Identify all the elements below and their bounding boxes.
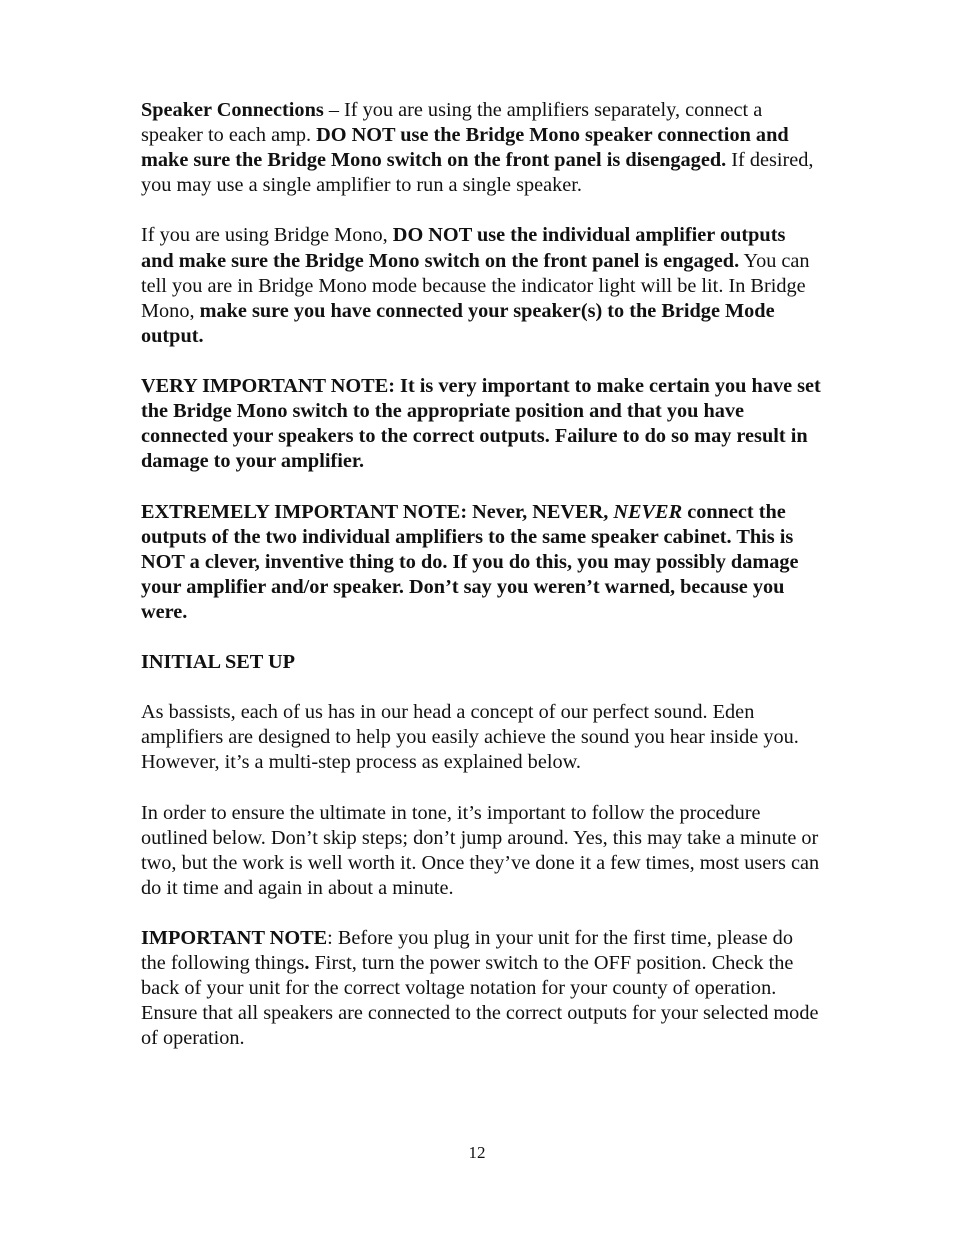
- speaker-connections-heading: Speaker Connections: [141, 99, 324, 121]
- speaker-connections-warning: DO NOT use the Bridge Mono speaker connection and make sure the Bridge Mono switch on the front panel is disengaged.: [141, 124, 789, 172]
- extremely-important-note-text-2: connect the outputs of the two individual amplifiers to the same speaker cabinet. This is NOT a clever, inventive thing to do. If you do this, you may possibly damage your amplifier and/or speaker. Don’t say you weren’t warned, because you were.: [141, 500, 799, 623]
- initial-set-up-heading: INITIAL SET UP: [141, 651, 296, 674]
- paragraph-procedure: [141, 801, 821, 901]
- paragraph-very-important-note: [141, 374, 821, 474]
- bassists-text: As bassists, each of us has in our head a concept of our perfect sound. Eden amplifiers are designed to help you easily achieve the sound you hear inside you. However, it’s a multi-step process as explained below.: [141, 701, 799, 774]
- speaker-connections-text-1: – If you are using the amplifiers separately, connect a speaker to each amp.: [141, 99, 763, 147]
- bridge-mono-warning-1: DO NOT use the individual amplifier outputs and make sure the Bridge Mono switch on the front panel is engaged.: [141, 224, 786, 272]
- paragraph-speaker-connections: [141, 98, 821, 198]
- bridge-mono-text-1: If you are using Bridge Mono,: [141, 224, 393, 247]
- section-heading-initial-set-up: [141, 650, 821, 675]
- important-note-period: .: [304, 952, 310, 975]
- extremely-important-note-text-1: EXTREMELY IMPORTANT NOTE: Never, NEVER,: [141, 500, 614, 523]
- procedure-text: In order to ensure the ultimate in tone, it’s important to follow the procedure outlined below. Don’t skip steps; don’t jump around. Yes, this may take a minute or two, but the work is well worth it. Once they’ve done it a few times, most users can do it time and again in about a minute.: [141, 801, 820, 899]
- paragraph-bassists: [141, 700, 821, 775]
- important-note-text-2: First, turn the power switch to the OFF position. Check the back of your unit for the correct voltage notation for your county of operation. Ensure that all speakers are connected to the correct outputs for your selected mode of operation.: [141, 952, 819, 1050]
- bridge-mono-text-2: You can tell you are in Bridge Mono mode because the indicator light will be lit. In Bridge Mono,: [141, 249, 810, 322]
- speaker-connections-text-2: If desired, you may use a single amplifier to run a single speaker.: [141, 149, 814, 197]
- paragraph-extremely-important-note: [141, 500, 821, 625]
- paragraph-important-note: [141, 926, 821, 1051]
- extremely-important-note-emphasis: NEVER: [613, 500, 683, 523]
- important-note-text-1: : Before you plug in your unit for the first time, please do the following things: [141, 927, 793, 975]
- document-body: [141, 98, 821, 1077]
- page-number: 12: [468, 1143, 486, 1162]
- paragraph-bridge-mono: [141, 223, 821, 348]
- bridge-mono-warning-2: make sure you have connected your speaker(s) to the Bridge Mode output.: [141, 299, 775, 347]
- important-note-label: IMPORTANT NOTE: [141, 927, 328, 950]
- very-important-note-text: VERY IMPORTANT NOTE: It is very important to make certain you have set the Bridge Mono switch to the appropriate position and that you have connected your speakers to the correct outputs. Failure to do so may result in damage to your amplifier.: [141, 375, 821, 473]
